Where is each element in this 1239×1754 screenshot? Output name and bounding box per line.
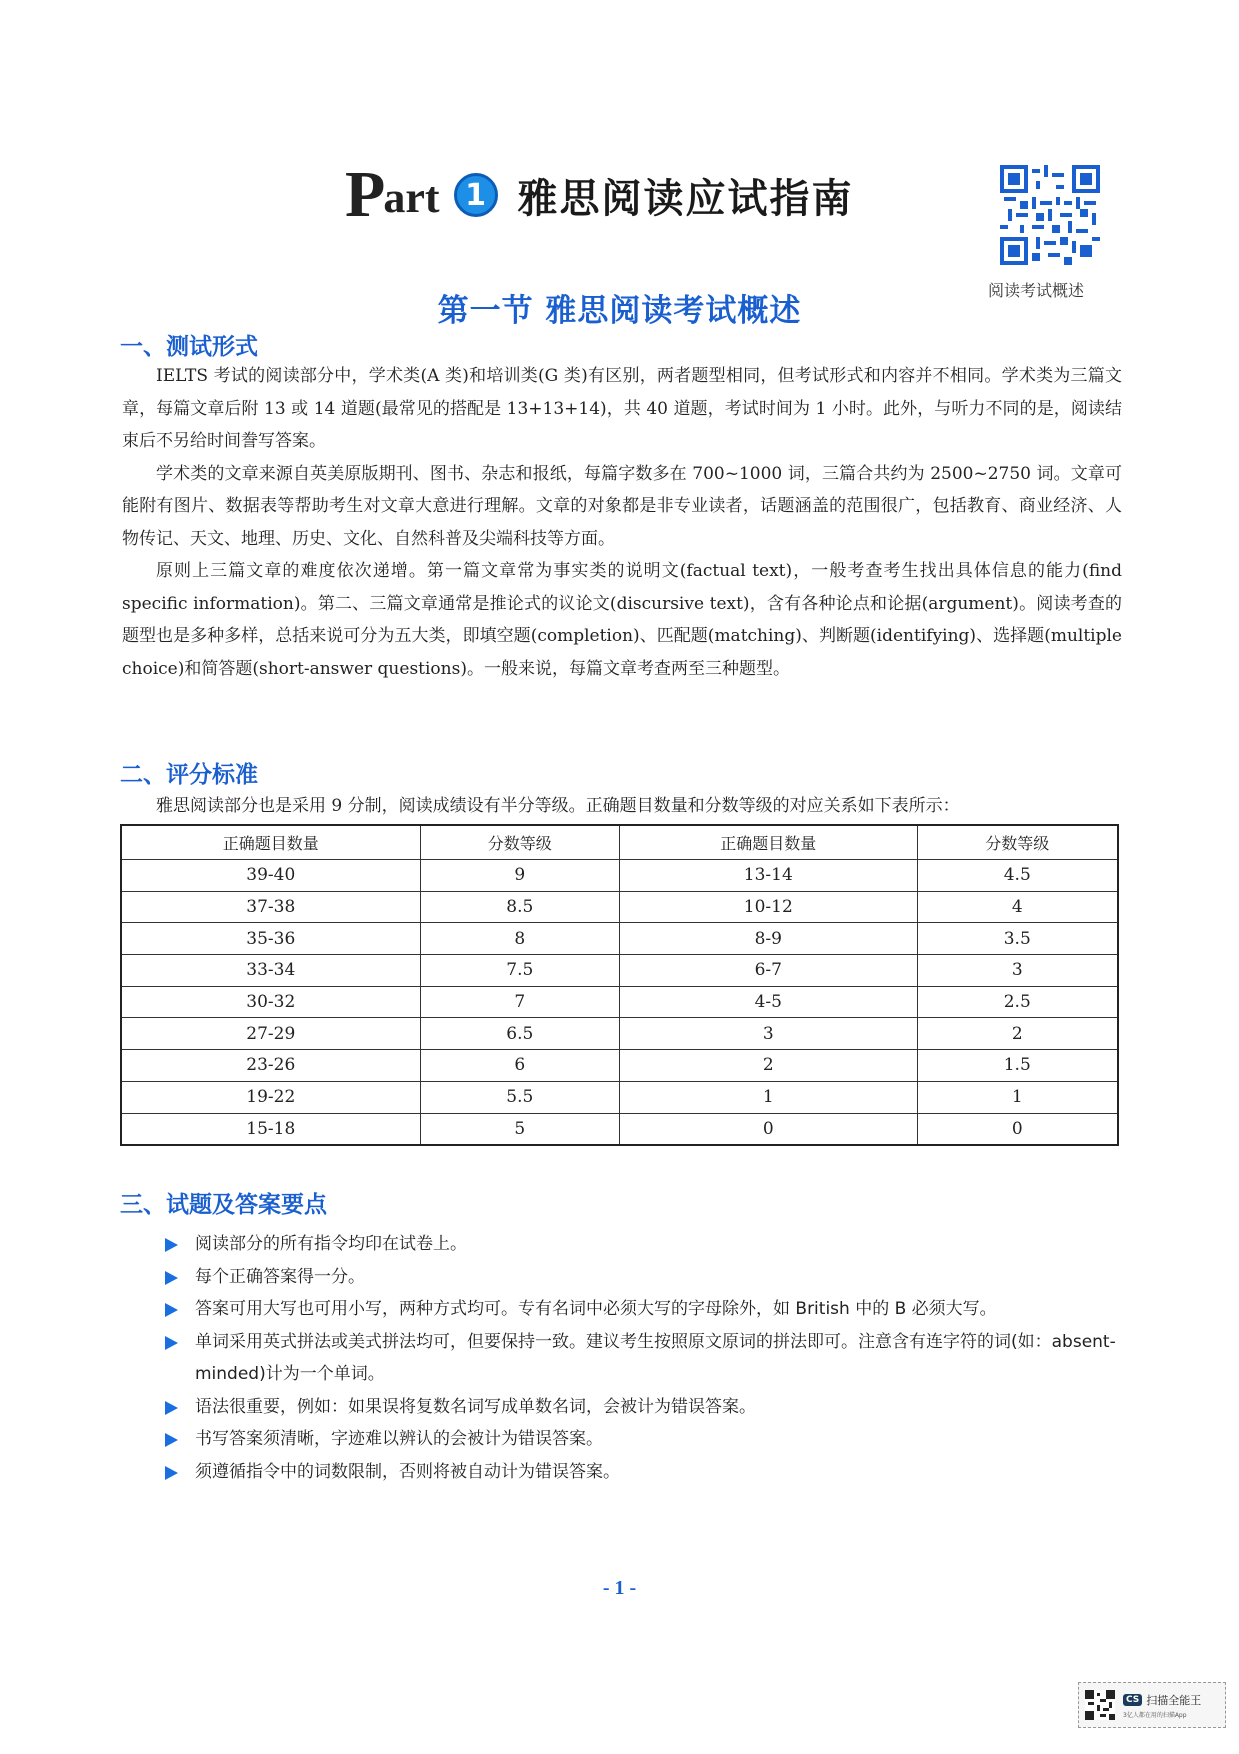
triangle-bullet-icon	[165, 1466, 178, 1480]
table-cell: 5.5	[420, 1081, 619, 1113]
watermark-tagline: 3亿人都在用的扫描App	[1123, 1711, 1187, 1719]
table-cell: 23-26	[121, 1050, 420, 1082]
table-cell: 8.5	[420, 891, 619, 923]
test-format-body	[122, 360, 1122, 685]
table-cell: 1	[619, 1081, 917, 1113]
list-item	[165, 1391, 1125, 1424]
table-cell: 4-5	[619, 986, 917, 1018]
table-cell: 9	[420, 860, 619, 892]
list-item-text: 答案可用大写也可用小写，两种方式均可。专有名词中必须大写的字母除外，如 British 中的 B 必须大写。	[195, 1299, 997, 1319]
paragraph: IELTS 考试的阅读部分中，学术类(A 类)和培训类(G 类)有区别，两者题型相同，但考试形式和内容并不相同。学术类为三篇文章，每篇文章后附 13 或 14 道题(最常见的搭配是 13+13+14)，共 40 道题，考试时间为 1 小时。此外，与听力不同的是，阅读结束后不另给时间誊写答案。	[122, 366, 1122, 451]
table-row	[121, 860, 1118, 892]
scanner-watermark	[1078, 1682, 1226, 1728]
column-header: 正确题目数量	[121, 825, 420, 860]
table-cell: 8	[420, 923, 619, 955]
table-cell: 15-18	[121, 1113, 420, 1145]
list-item-text: 单词采用英式拼法或美式拼法均可，但要保持一致。建议考生按照原文原词的拼法即可。注意含有连字符的词(如：absent-minded)计为一个单词。	[195, 1331, 1116, 1384]
table-cell: 7.5	[420, 955, 619, 987]
table-row	[121, 891, 1118, 923]
table-cell: 0	[917, 1113, 1118, 1145]
table-cell: 6-7	[619, 955, 917, 987]
table-row	[121, 923, 1118, 955]
table-row	[121, 955, 1118, 987]
paragraph: 雅思阅读部分也是采用 9 分制，阅读成绩设有半分等级。正确题目数量和分数等级的对应关系如下表所示：	[156, 796, 960, 816]
list-item	[165, 1228, 1125, 1261]
table-cell: 3	[917, 955, 1118, 987]
table-cell: 4.5	[917, 860, 1118, 892]
table-cell: 5	[420, 1113, 619, 1145]
page-number: - 1 -	[602, 1577, 637, 1599]
table-cell: 30-32	[121, 986, 420, 1018]
table-header-row	[121, 825, 1118, 860]
list-item-text: 阅读部分的所有指令均印在试卷上。	[195, 1234, 467, 1254]
page-title	[345, 160, 854, 230]
table-cell: 6.5	[420, 1018, 619, 1050]
qr-code-icon	[1000, 165, 1100, 265]
table-cell: 8-9	[619, 923, 917, 955]
paragraph: 学术类的文章来源自英美原版期刊、图书、杂志和报纸，每篇字数多在 700~1000 词，三篇合共约为 2500~2750 词。文章可能附有图片、数据表等帮助考生对文章大意进行理解。文章的对象都是非专业读者，话题涵盖的范围很广，包括教育、商业经济、人物传记、天文、地理、历史、文化、自然科普及尖端科技等方面。	[122, 463, 1122, 549]
part-word: art	[383, 173, 440, 222]
column-header: 分数等级	[420, 825, 619, 860]
table-cell: 2	[917, 1018, 1118, 1050]
table-cell: 3	[619, 1018, 917, 1050]
table-cell: 4	[917, 891, 1118, 923]
triangle-bullet-icon	[165, 1238, 178, 1252]
column-header: 分数等级	[917, 825, 1118, 860]
table-cell: 1.5	[917, 1050, 1118, 1082]
table-cell: 39-40	[121, 860, 420, 892]
list-item-text: 书写答案须清晰，字迹难以辨认的会被计为错误答案。	[195, 1429, 603, 1449]
table-cell: 10-12	[619, 891, 917, 923]
triangle-bullet-icon	[165, 1303, 178, 1317]
part-letter: P	[345, 158, 386, 231]
table-row	[121, 1113, 1118, 1145]
answer-points-list	[165, 1228, 1125, 1488]
table-row	[121, 1050, 1118, 1082]
table-cell: 19-22	[121, 1081, 420, 1113]
watermark-qr-icon	[1085, 1690, 1115, 1720]
scoring-intro	[122, 790, 1122, 823]
section-title: 第一节 雅思阅读考试概述	[437, 293, 802, 329]
table-cell: 6	[420, 1050, 619, 1082]
heading-answer-points: 三、试题及答案要点	[120, 1192, 327, 1218]
table-cell: 13-14	[619, 860, 917, 892]
table-cell: 37-38	[121, 891, 420, 923]
heading-scoring: 二、评分标准	[120, 762, 258, 788]
triangle-bullet-icon	[165, 1271, 178, 1285]
list-item	[165, 1261, 1125, 1294]
triangle-bullet-icon	[165, 1336, 178, 1350]
table-cell: 33-34	[121, 955, 420, 987]
list-item	[165, 1326, 1125, 1391]
list-item	[165, 1293, 1125, 1326]
list-item-text: 语法很重要，例如：如果误将复数名词写成单数名词，会被计为错误答案。	[195, 1396, 756, 1417]
table-cell: 1	[917, 1081, 1118, 1113]
triangle-bullet-icon	[165, 1401, 178, 1415]
part-number-badge: 1	[454, 173, 498, 217]
list-item-text: 每个正确答案得一分。	[195, 1266, 365, 1287]
table-row	[121, 986, 1118, 1018]
table-row	[121, 1018, 1118, 1050]
list-item	[165, 1456, 1125, 1489]
list-item	[165, 1423, 1125, 1456]
table-cell: 35-36	[121, 923, 420, 955]
part-title: 雅思阅读应试指南	[517, 175, 854, 222]
triangle-bullet-icon	[165, 1433, 178, 1447]
table-row	[121, 1081, 1118, 1113]
paragraph: 原则上三篇文章的难度依次递增。第一篇文章常为事实类的说明文(factual text)，一般考查考生找出具体信息的能力(find specific information)。第二、三篇文章通常是推论式的议论文(discursive text)，含有各种论点和论据(argument)。阅读考查的题型也是多种多样，总括来说可分为五大类，即填空题(completion)、匹配题(matching)、判断题(identifying)、选择题(multiple choice)和简答题(short-answer questions)。一般来说，每篇文章考查两至三种题型。	[122, 561, 1122, 679]
camscanner-logo-icon: CS	[1123, 1694, 1142, 1706]
table-cell: 3.5	[917, 923, 1118, 955]
watermark-app-name: 扫描全能王	[1146, 1693, 1202, 1707]
qr-caption: 阅读考试概述	[988, 281, 1085, 300]
table-cell: 0	[619, 1113, 917, 1145]
score-table	[120, 824, 1119, 1146]
table-cell: 2	[619, 1050, 917, 1082]
table-cell: 2.5	[917, 986, 1118, 1018]
column-header: 正确题目数量	[619, 825, 917, 860]
list-item-text: 须遵循指令中的词数限制，否则将被自动计为错误答案。	[195, 1461, 620, 1482]
heading-test-format: 一、测试形式	[120, 334, 258, 360]
table-cell: 7	[420, 986, 619, 1018]
table-cell: 27-29	[121, 1018, 420, 1050]
